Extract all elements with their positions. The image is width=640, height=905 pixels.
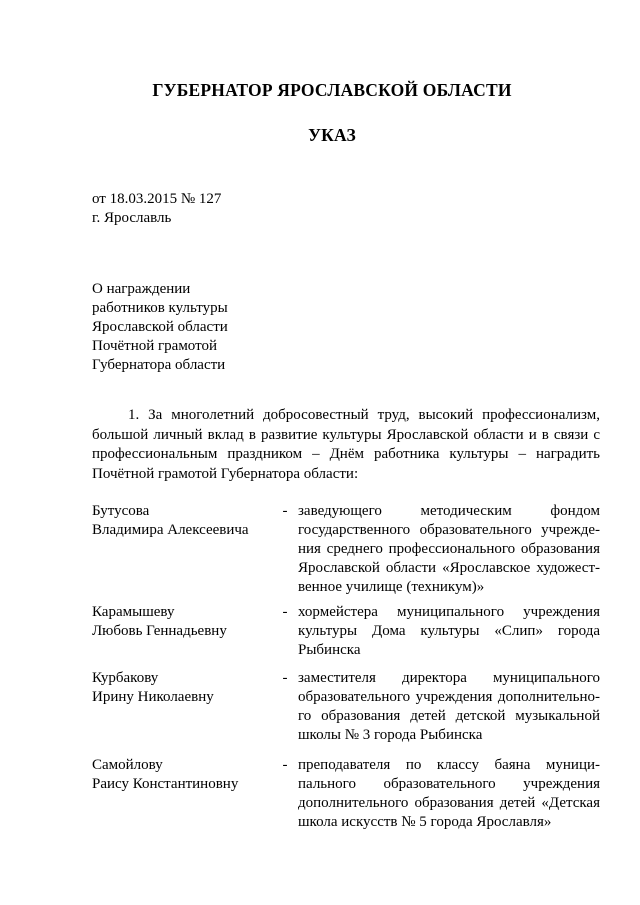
entry-dash: -: [282, 757, 288, 773]
awardee-given-name: Владимира Алексеевича: [92, 522, 249, 538]
awardee-name: [92, 603, 277, 641]
decree-city: г. Ярославль: [92, 210, 172, 226]
awardee-given-name: Ирину Николаевну: [92, 689, 214, 705]
entry-dash: -: [282, 670, 288, 686]
awardee-entry: [92, 756, 600, 833]
position-line: Рыбинска: [298, 642, 361, 658]
awardee-entry: [92, 669, 600, 746]
issuing-authority-heading: ГУБЕРНАТОР ЯРОСЛАВСКОЙ ОБЛАСТИ: [152, 80, 512, 100]
paragraph-1: [92, 406, 600, 484]
awardee-given-name: Любовь Геннадьевну: [92, 623, 227, 639]
paragraph-line: профессиональным праздником – Днём работника культуры – наградить: [92, 446, 600, 462]
subject-line: О награждении: [92, 281, 191, 297]
awardee-surname: Курбакову: [92, 670, 159, 686]
subject-line: Почётной грамотой: [92, 338, 217, 354]
awardee-name: [92, 756, 277, 794]
subject-line: Губернатора области: [92, 357, 226, 373]
paragraph-line: 1. За многолетний добросовестный труд, высокий профессионализм,: [128, 407, 600, 423]
subject-line: работников культуры: [92, 300, 228, 316]
position-line: хормейстера муниципального учреждения: [298, 604, 600, 620]
awardee-surname: Бутусова: [92, 503, 150, 519]
position-line: венное училище (техникум)»: [298, 579, 485, 595]
paragraph-line: Почётной грамотой Губернатора области:: [92, 465, 359, 482]
awardee-position: [298, 502, 600, 597]
position-line: го образования детей детской музыкальной: [298, 708, 600, 724]
position-line: дополнительного образования детей «Детская: [298, 795, 600, 811]
awardee-given-name: Раису Константиновну: [92, 776, 239, 792]
awardee-position: [298, 756, 600, 832]
position-line: школы № 3 города Рыбинска: [298, 727, 483, 743]
awardee-surname: Самойлову: [92, 757, 163, 773]
position-line: пального образовательного учреждения: [298, 776, 600, 792]
awardee-name: [92, 669, 277, 707]
awardee-name: [92, 502, 277, 540]
awardee-position: [298, 603, 600, 660]
position-line: школа искусств № 5 города Ярославля»: [298, 814, 552, 830]
decree-subject: [92, 280, 312, 375]
position-line: культуры Дома культуры «Слип» города: [298, 623, 600, 639]
awardee-surname: Карамышеву: [92, 604, 175, 620]
awardee-entry: [92, 603, 600, 661]
decree-date-number: от 18.03.2015 № 127: [92, 191, 222, 207]
awardee-position: [298, 669, 600, 745]
subject-line: Ярославской области: [92, 319, 228, 335]
position-line: преподавателя по классу баяна муници-: [298, 757, 600, 773]
position-line: заместителя директора муниципального: [298, 670, 600, 686]
document-type-heading: УКАЗ: [308, 125, 356, 145]
entry-dash: -: [282, 503, 288, 519]
position-line: Ярославской области «Ярославское художест-: [298, 560, 600, 576]
position-line: государственного образовательного учрежде-: [298, 522, 600, 538]
entry-dash: -: [282, 604, 288, 620]
paragraph-line: большой личный вклад в развитие культуры Ярославской области и в связи с: [92, 426, 600, 443]
position-line: образовательного учреждения дополнительно-: [298, 689, 600, 705]
position-line: ния среднего профессионального образования: [298, 541, 600, 557]
position-line: заведующего методическим фондом: [298, 503, 600, 519]
awardee-entry: [92, 502, 600, 598]
